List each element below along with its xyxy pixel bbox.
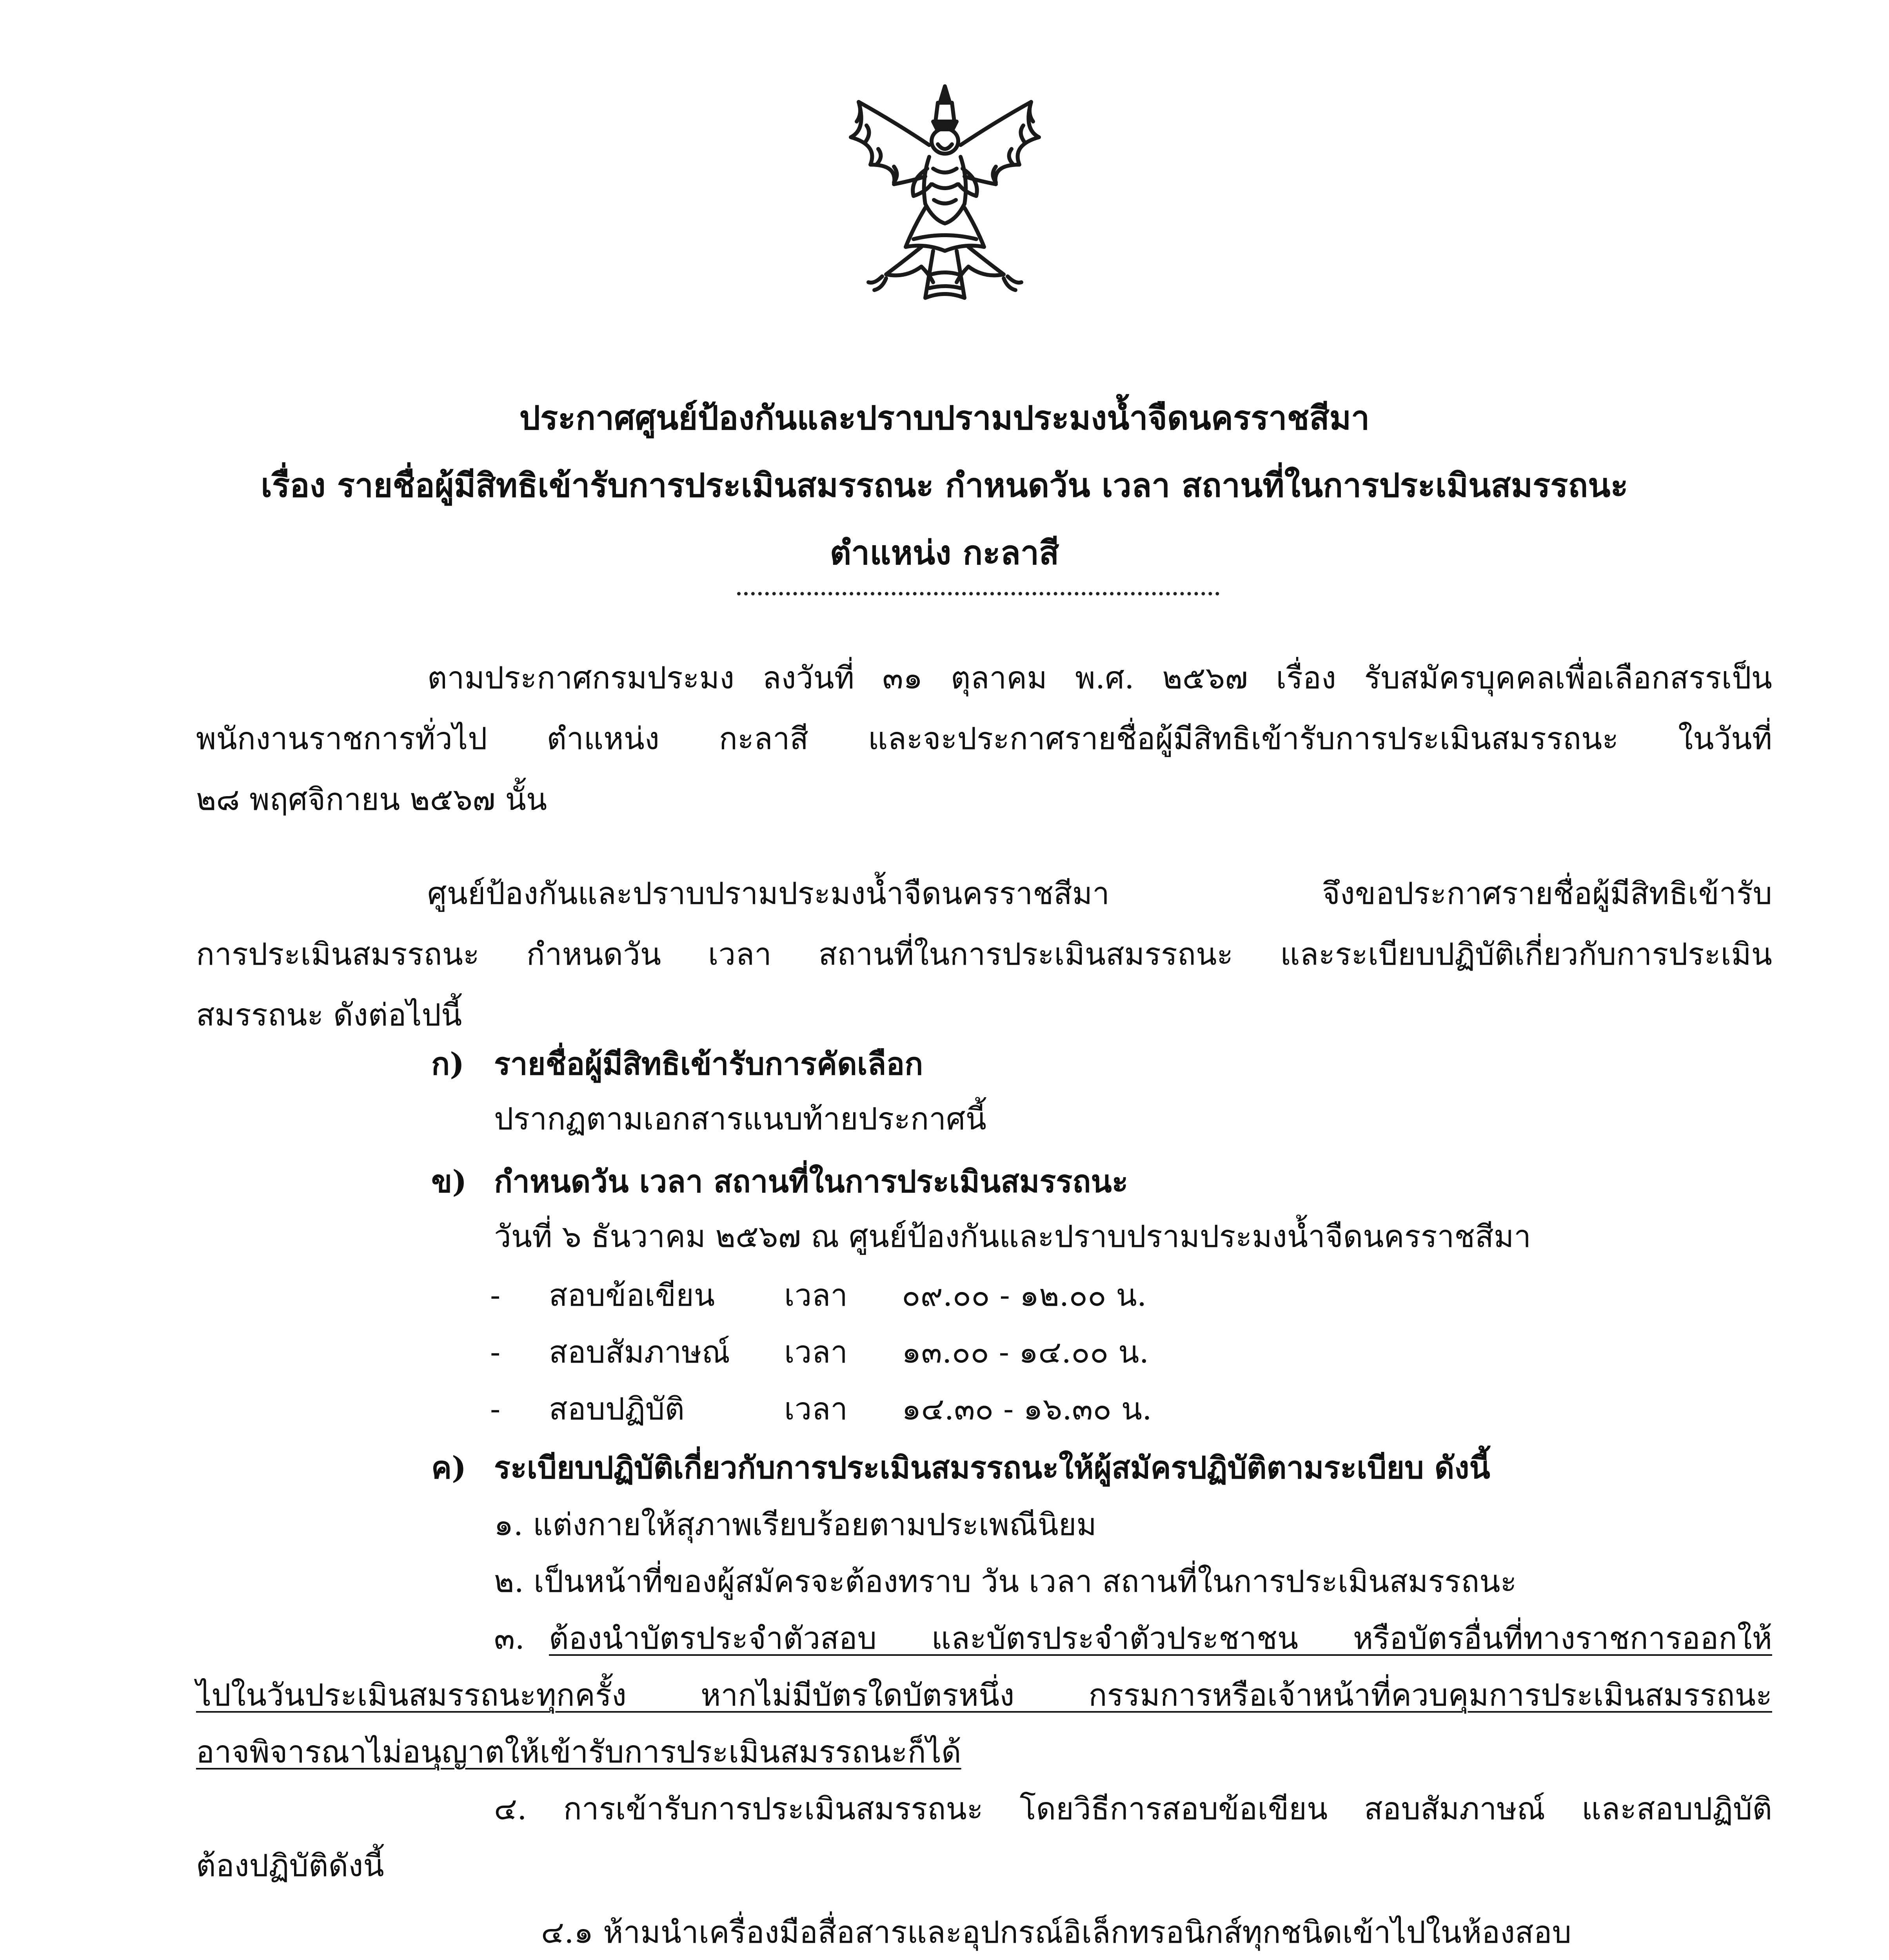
para1-line-2: พนักงานราชการทั่วไป ตำแหน่ง กะลาสี และจะประกาศรายชื่อผู้มีสิทธิเข้ารับการประเมินสมรรถนะ ในวันที่ — [196, 721, 1772, 757]
schedule-time: ๐๙.๐๐ - ๑๒.๐๐ น. — [902, 1278, 1147, 1313]
rule-item-2: ๒. เป็นหน้าที่ของผู้สมัครจะต้องทราบ วัน เวลา สถานที่ในการประเมินสมรรถนะ — [494, 1564, 1517, 1599]
para2-line-1: ศูนย์ป้องกันและปราบปรามประมงน้ำจืดนครราชสีมา จึงขอประกาศรายชื่อผู้มีสิทธิเข้ารับ — [427, 876, 1772, 911]
section-a-body: ปรากฏตามเอกสารแนบท้ายประกาศนี้ — [494, 1102, 986, 1137]
schedule-dash: - — [490, 1392, 501, 1427]
section-c-marker: ค) — [431, 1450, 467, 1486]
schedule-time: ๑๓.๐๐ - ๑๔.๐๐ น. — [902, 1335, 1149, 1370]
section-c-heading: ระเบียบปฏิบัติเกี่ยวกับการประเมินสมรรถนะให้ผู้สมัครปฏิบัติตามระเบียบ ดังนี้ — [494, 1450, 1490, 1486]
para1-line-3: ๒๘ พฤศจิกายน ๒๕๖๗ นั้น — [196, 782, 547, 817]
para1-line-1: ตามประกาศกรมประมง ลงวันที่ ๓๑ ตุลาคม พ.ศ. ๒๕๖๗ เรื่อง รับสมัครบุคคลเพื่อเลือกสรรเป็น — [427, 661, 1772, 696]
rule-item-4-line-2: ต้องปฏิบัติดังนี้ — [196, 1848, 384, 1884]
schedule-time-label: เวลา — [784, 1335, 848, 1370]
rule-item-3-line-2: ไปในวันประเมินสมรรถนะทุกครั้ง หากไม่มีบัตรใดบัตรหนึ่ง กรรมการหรือเจ้าหน้าที่ควบคุมการประเมินสมรรถนะ — [196, 1678, 1772, 1713]
schedule-time-label: เวลา — [784, 1392, 848, 1427]
schedule-item-name: สอบสัมภาษณ์ — [549, 1335, 730, 1370]
section-b-body: วันที่ ๖ ธันวาคม ๒๕๖๗ ณ ศูนย์ป้องกันและปราบปรามประมงน้ำจืดนครราชสีมา — [494, 1219, 1531, 1254]
section-a-marker: ก) — [431, 1046, 465, 1082]
schedule-dash: - — [490, 1335, 501, 1370]
title-divider — [737, 592, 1219, 595]
announcement-title — [118, 384, 1771, 586]
section-b-marker: ข) — [431, 1164, 467, 1200]
title-line-1: ประกาศศูนย์ป้องกันและปราบปรามประมงน้ำจืดนครราชสีมา — [519, 398, 1370, 437]
rule-item-3-line-3: อาจพิจารณาไม่อนุญาตให้เข้ารับการประเมินสมรรถนะก็ได้ — [196, 1735, 961, 1770]
para2-line-3: สมรรถนะ ดังต่อไปนี้ — [196, 998, 462, 1033]
section-b-heading: กำหนดวัน เวลา สถานที่ในการประเมินสมรรถนะ — [494, 1164, 1128, 1200]
schedule-time-label: เวลา — [784, 1278, 848, 1313]
schedule-item-name: สอบข้อเขียน — [549, 1278, 715, 1313]
garuda-emblem-icon — [835, 78, 1055, 314]
rule-item-1: ๑. แต่งกายให้สุภาพเรียบร้อยตามประเพณีนิยม — [494, 1507, 1097, 1543]
rule-sub-4-1: ๔.๑ ห้ามนำเครื่องมือสื่อสารและอุปกรณ์อิเล็กทรอนิกส์ทุกชนิดเข้าไปในห้องสอบ — [541, 1915, 1572, 1950]
rule-item-3-number: ๓. — [494, 1621, 525, 1656]
schedule-item-name: สอบปฏิบัติ — [549, 1392, 685, 1427]
title-line-2: เรื่อง รายชื่อผู้มีสิทธิเข้ารับการประเมินสมรรถนะ กำหนดวัน เวลา สถานที่ในการประเมินสมรรถนะ — [261, 466, 1628, 505]
schedule-time: ๑๔.๓๐ - ๑๖.๓๐ น. — [902, 1392, 1152, 1427]
rule-item-3-line-1: ต้องนำบัตรประจำตัวสอบ และบัตรประจำตัวประชาชน หรือบัตรอื่นที่ทางราชการออกให้ — [549, 1621, 1772, 1656]
title-line-3: ตำแหน่ง กะลาสี — [830, 533, 1059, 572]
section-a-heading: รายชื่อผู้มีสิทธิเข้ารับการคัดเลือก — [494, 1046, 923, 1082]
rule-item-4-line-1: ๔. การเข้ารับการประเมินสมรรถนะ โดยวิธีการสอบข้อเขียน สอบสัมภาษณ์ และสอบปฏิบัติ — [494, 1791, 1772, 1827]
para2-line-2: การประเมินสมรรถนะ กำหนดวัน เวลา สถานที่ในการประเมินสมรรถนะ และระเบียบปฏิบัติเกี่ยวกับการประเมิน — [196, 937, 1772, 972]
schedule-dash: - — [490, 1278, 501, 1313]
